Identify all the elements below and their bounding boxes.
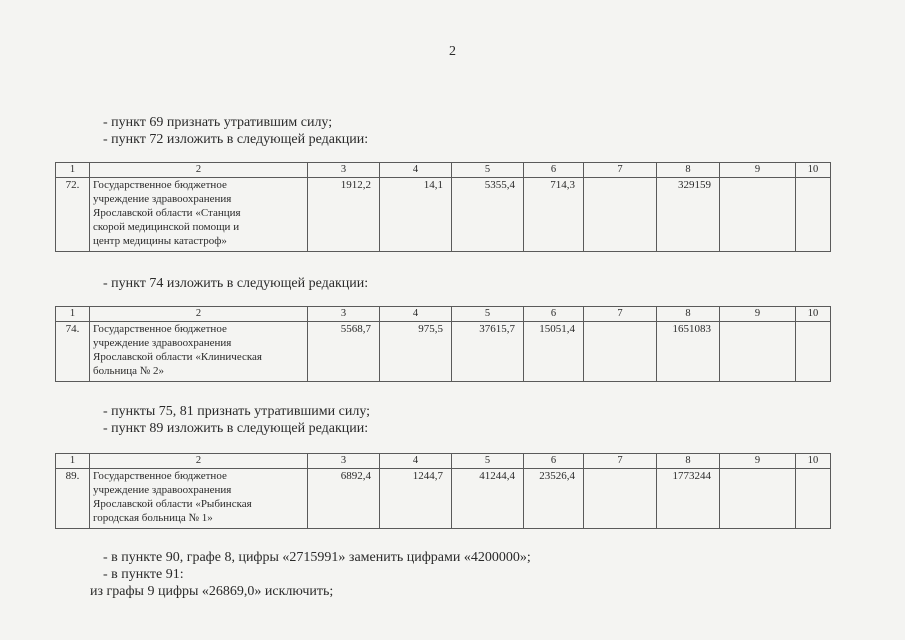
row-number: 89. (56, 469, 90, 529)
institution-name-line: центр медицины катастроф» (93, 235, 227, 247)
column-header: 3 (308, 307, 380, 322)
cell-col-7 (584, 469, 657, 529)
text-line-clause-91: - в пункте 91: (103, 567, 184, 582)
institution-name-line: учреждение здравоохранения (93, 337, 232, 349)
column-header: 10 (796, 307, 831, 322)
text-line-clauses-75-81: - пункты 75, 81 признать утратившими силу; (103, 404, 371, 419)
institution-name-line: Государственное бюджетное (93, 470, 227, 482)
institution-name-line: больница № 2» (93, 365, 164, 377)
row-number: 72. (56, 178, 90, 252)
column-header: 5 (452, 454, 524, 469)
row-number: 74. (56, 322, 90, 382)
table-row (56, 178, 831, 252)
column-header: 8 (657, 454, 720, 469)
institution-name-line: учреждение здравоохранения (93, 484, 232, 496)
cell-col-5: 41244,4 (452, 469, 524, 529)
column-header: 6 (524, 454, 584, 469)
column-header: 7 (584, 307, 657, 322)
cell-col-4: 14,1 (380, 178, 452, 252)
page-number: 2 (449, 44, 456, 59)
column-header: 9 (720, 163, 796, 178)
text-line-clause-74: - пункт 74 изложить в следующей редакции: (103, 276, 369, 291)
cell-col-7 (584, 178, 657, 252)
text-line-clause-69: - пункт 69 признать утратившим силу; (103, 115, 333, 130)
column-header: 2 (90, 163, 308, 178)
column-header: 4 (380, 163, 452, 178)
column-header: 1 (56, 454, 90, 469)
column-header: 5 (452, 307, 524, 322)
cell-col-8: 329159 (657, 178, 720, 252)
cell-col-6: 15051,4 (524, 322, 584, 382)
column-header: 8 (657, 163, 720, 178)
institution-name (90, 178, 308, 252)
column-header: 8 (657, 307, 720, 322)
column-header: 9 (720, 454, 796, 469)
column-header: 10 (796, 163, 831, 178)
institution-name-line: Государственное бюджетное (93, 323, 227, 335)
text-line-column-9: из графы 9 цифры «26869,0» исключить; (90, 584, 334, 599)
column-header: 7 (584, 454, 657, 469)
column-header: 4 (380, 454, 452, 469)
column-header: 6 (524, 307, 584, 322)
column-header: 9 (720, 307, 796, 322)
cell-col-9 (720, 322, 796, 382)
cell-col-4: 975,5 (380, 322, 452, 382)
column-header: 2 (90, 307, 308, 322)
institution-name-line: Государственное бюджетное (93, 179, 227, 191)
institution-name-line: учреждение здравоохранения (93, 193, 232, 205)
cell-col-6: 714,3 (524, 178, 584, 252)
cell-col-5: 5355,4 (452, 178, 524, 252)
institution-name (90, 469, 308, 529)
amendment-table-74 (55, 306, 831, 382)
column-header: 1 (56, 307, 90, 322)
institution-name-line: скорой медицинской помощи и (93, 221, 240, 233)
cell-col-3: 1912,2 (308, 178, 380, 252)
cell-col-8: 1651083 (657, 322, 720, 382)
institution-name-line: Ярославской области «Рыбинская (93, 498, 252, 510)
cell-col-5: 37615,7 (452, 322, 524, 382)
column-header-row (56, 454, 831, 469)
cell-col-7 (584, 322, 657, 382)
cell-col-10 (796, 178, 831, 252)
cell-col-10 (796, 322, 831, 382)
cell-col-3: 6892,4 (308, 469, 380, 529)
column-header: 7 (584, 163, 657, 178)
column-header: 3 (308, 163, 380, 178)
institution-name-line: Ярославской области «Клиническая (93, 351, 262, 363)
text-line-clause-90: - в пункте 90, графе 8, цифры «2715991» заменить цифрами «4200000»; (103, 550, 531, 565)
column-header: 6 (524, 163, 584, 178)
institution-name-line: Ярославской области «Станция (93, 207, 241, 219)
amendment-table-72 (55, 162, 831, 252)
column-header-row (56, 163, 831, 178)
column-header: 1 (56, 163, 90, 178)
table-row (56, 322, 831, 382)
column-header: 3 (308, 454, 380, 469)
cell-col-3: 5568,7 (308, 322, 380, 382)
cell-col-4: 1244,7 (380, 469, 452, 529)
institution-name (90, 322, 308, 382)
column-header: 2 (90, 454, 308, 469)
cell-col-6: 23526,4 (524, 469, 584, 529)
amendment-table-89 (55, 453, 831, 529)
cell-col-9 (720, 178, 796, 252)
cell-col-10 (796, 469, 831, 529)
cell-col-9 (720, 469, 796, 529)
column-header-row (56, 307, 831, 322)
cell-col-8: 1773244 (657, 469, 720, 529)
table-row (56, 469, 831, 529)
column-header: 10 (796, 454, 831, 469)
text-line-clause-89: - пункт 89 изложить в следующей редакции: (103, 421, 369, 436)
column-header: 5 (452, 163, 524, 178)
text-line-clause-72: - пункт 72 изложить в следующей редакции: (103, 132, 369, 147)
institution-name-line: городская больница № 1» (93, 512, 213, 524)
column-header: 4 (380, 307, 452, 322)
